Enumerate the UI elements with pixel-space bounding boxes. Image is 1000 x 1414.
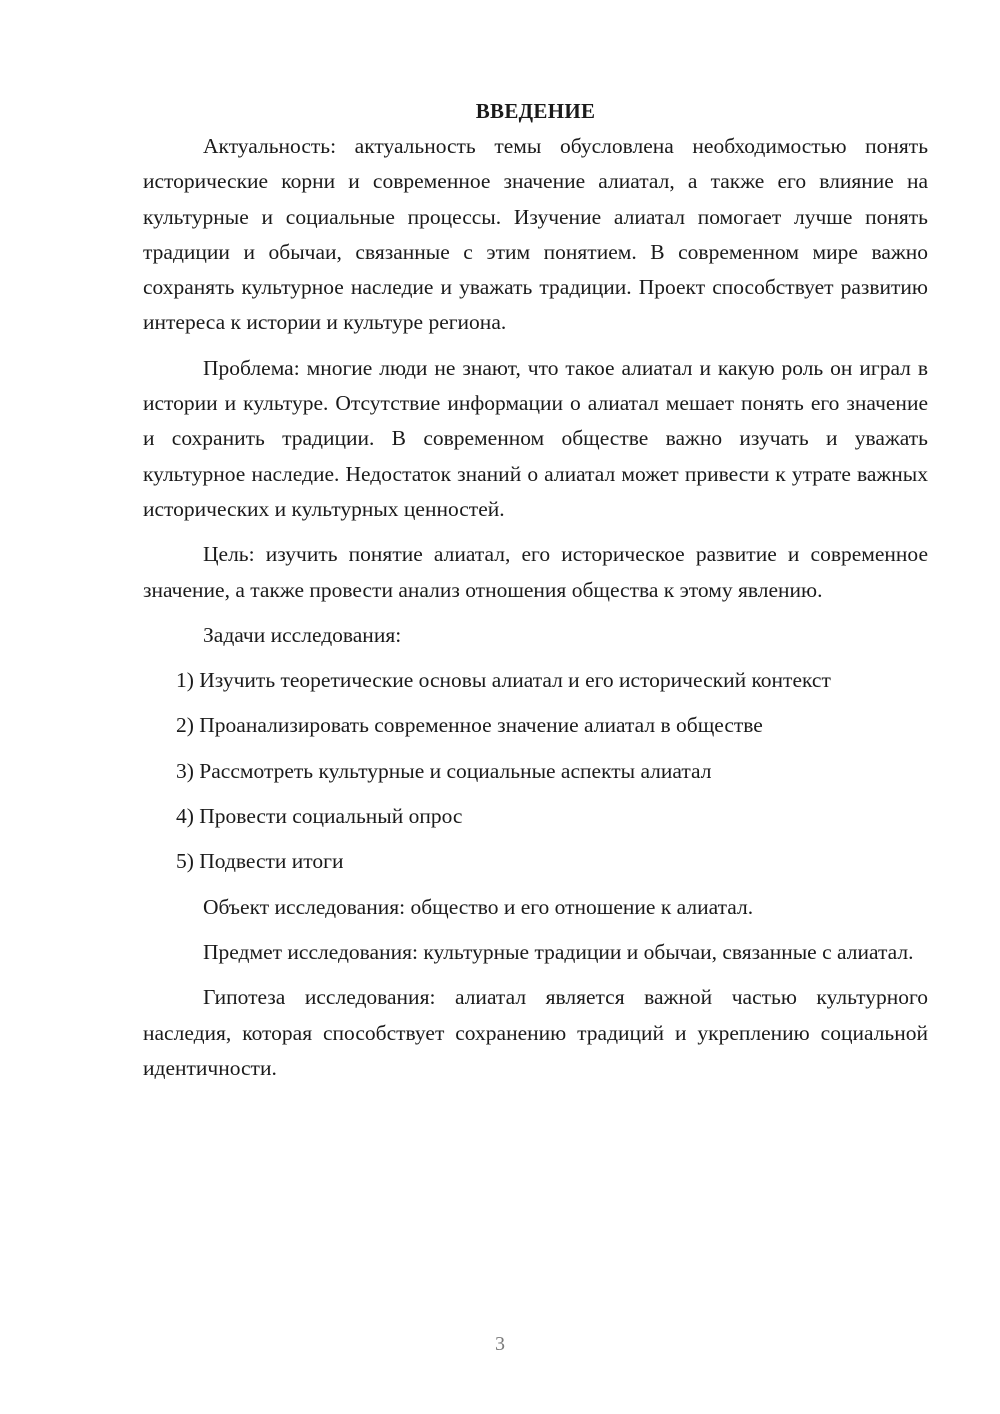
task-item: 5) Подвести итоги bbox=[176, 849, 344, 874]
page-number: 3 bbox=[495, 1333, 505, 1355]
subject-paragraph: Предмет исследования: культурные традиции и обычаи, связанные с алиатал. bbox=[203, 939, 914, 964]
task-item: 2) Проанализировать современное значение алиатал в обществе bbox=[176, 713, 763, 738]
page-content bbox=[143, 94, 928, 1086]
page-title: ВВЕДЕНИЕ bbox=[475, 99, 596, 123]
object-paragraph: Объект исследования: общество и его отношение к алиатал. bbox=[203, 894, 754, 919]
goal-paragraph: Цель: изучить понятие алиатал, его историческое развитие и современное значение, а также провести анализ отношения общества к этому явлению. bbox=[143, 542, 928, 602]
problem-paragraph: Проблема: многие люди не знают, что такое алиатал и какую роль он играл в истории и культуре. Отсутствие информации о алиатал мешает понять его значение и сохранить традиции. В современном обществе важно изучать и уважать культурное наследие. Недостаток знаний о алиатал может привести к утрате важных исторических и культурных ценностей. bbox=[143, 355, 928, 521]
task-item: 1) Изучить теоретические основы алиатал и его исторический контекст bbox=[176, 668, 831, 693]
task-item: 3) Рассмотреть культурные и социальные аспекты алиатал bbox=[176, 758, 712, 783]
hypothesis-paragraph: Гипотеза исследования: алиатал является важной частью культурного наследия, которая способствует сохранению традиций и укреплению социальной идентичности. bbox=[143, 985, 928, 1080]
relevance-paragraph: Актуальность: актуальность темы обусловлена необходимостью понять исторические корни и современное значение алиатал, а также его влияние на культурные и социальные процессы. Изучение алиатал помогает лучше понять традиции и обычаи, связанные с этим понятием. В современном мире важно сохранять культурное наследие и уважать традиции. Проект способствует развитию интереса к истории и культуре региона. bbox=[143, 134, 928, 335]
tasks-heading: Задачи исследования: bbox=[203, 622, 402, 647]
task-item: 4) Провести социальный опрос bbox=[176, 804, 463, 829]
